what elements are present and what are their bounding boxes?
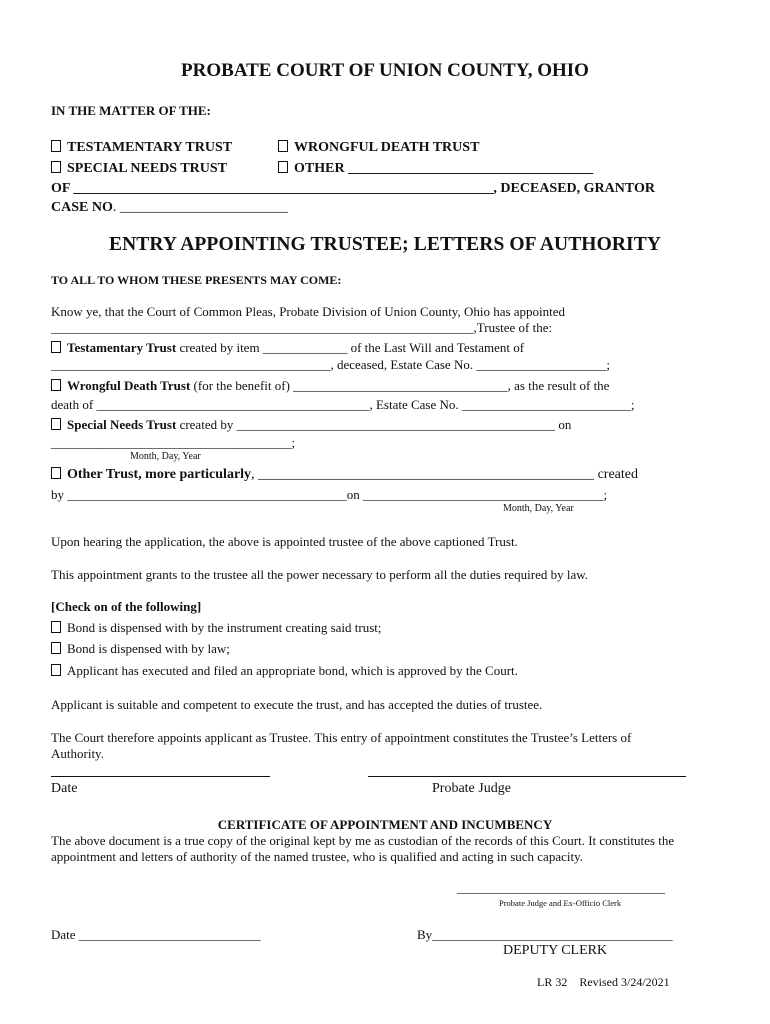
of-label: OF ____________________________________________________________	[51, 181, 494, 196]
certificate-heading: CERTIFICATE OF APPOINTMENT AND INCUMBENCY	[217, 817, 553, 832]
court-title: PROBATE COURT OF UNION COUNTY, OHIO	[181, 60, 589, 81]
other-line-2[interactable]: by ___________________________________________on _____________________________________;	[51, 487, 608, 502]
checkbox-icon[interactable]	[51, 341, 61, 353]
bond-label: Bond is dispensed with by law;	[67, 641, 230, 656]
bond-label: Bond is dispensed with by the instrument creating said trust;	[67, 620, 382, 635]
bond-option-1[interactable]	[51, 620, 382, 636]
checkbox-icon[interactable]	[51, 642, 61, 654]
special-label: Special Needs Trust	[67, 417, 177, 432]
option-label: WRONGFUL DEATH TRUST	[294, 140, 480, 155]
option-wrongful-death-trust[interactable]	[278, 140, 479, 156]
checkbox-icon[interactable]	[51, 140, 61, 152]
bond-option-3[interactable]	[51, 663, 518, 679]
wrongful-text: (for the benefit of) _________________________________, as the result of the	[190, 378, 610, 393]
deputy-clerk-label: DEPUTY CLERK	[503, 943, 608, 958]
clerk-signature-caption: Probate Judge and Ex-Officio Clerk	[499, 898, 622, 908]
checkbox-icon[interactable]	[51, 621, 61, 633]
testamentary-label: Testamentary Trust	[67, 340, 177, 355]
case-number-line[interactable]	[51, 200, 288, 216]
certificate-text-2: appointment and letters of authority of the named trustee, who is qualified and acting in such capacity.	[51, 849, 583, 864]
option-label: TESTAMENTARY TRUST	[67, 140, 233, 155]
grantor-line[interactable]	[51, 181, 655, 197]
probate-judge-label: Probate Judge	[432, 781, 511, 796]
grants-text: This appointment grants to the trustee all the power necessary to perform all the duties required by law.	[51, 567, 589, 582]
checkbox-icon[interactable]	[51, 418, 61, 430]
wrongful-death-option[interactable]	[51, 378, 609, 394]
case-no-label: CASE NO	[51, 200, 113, 215]
other-label: Other Trust, more particularly	[67, 467, 252, 482]
checkbox-icon[interactable]	[51, 379, 61, 391]
therefore-text-1: The Court therefore appoints applicant as Trustee. This entry of appointment constitutes the Trustee’s Letters of	[51, 730, 632, 745]
hearing-text: Upon hearing the application, the above is appointed trustee of the above captioned Trust.	[51, 534, 518, 549]
entry-title: ENTRY APPOINTING TRUSTEE; LETTERS OF AUTHORITY	[108, 234, 662, 255]
wrongful-label: Wrongful Death Trust	[67, 378, 191, 393]
in-the-matter-label: IN THE MATTER OF THE:	[51, 103, 211, 118]
date-signature-line[interactable]	[51, 776, 270, 777]
checkbox-icon[interactable]	[278, 140, 288, 152]
therefore-text-2: Authority.	[51, 746, 104, 761]
wrongful-line-2[interactable]: death of __________________________________________, Estate Case No. __________________________;	[51, 397, 635, 412]
know-ye-text: Know ye, that the Court of Common Pleas, Probate Division of Union County, Ohio has appointed	[51, 304, 566, 319]
checkbox-icon[interactable]	[51, 664, 61, 676]
bond-option-2[interactable]	[51, 641, 230, 657]
case-no-blank: . ________________________	[112, 200, 288, 215]
month-day-year-caption: Month, Day, Year	[130, 451, 201, 462]
option-label: SPECIAL NEEDS TRUST	[67, 161, 228, 176]
clerk-signature-line[interactable]: ________________________________	[457, 880, 665, 895]
option-testamentary-trust[interactable]	[51, 140, 232, 156]
checkbox-icon[interactable]	[51, 467, 61, 479]
checkbox-icon[interactable]	[278, 161, 288, 173]
check-heading: [Check on of the following]	[51, 599, 202, 614]
deputy-by-line[interactable]: By_____________________________________	[417, 927, 673, 942]
bond-label: Applicant has executed and filed an appropriate bond, which is approved by the Court.	[67, 663, 518, 678]
to-all-heading: TO ALL TO WHOM THESE PRESENTS MAY COME:	[51, 273, 342, 287]
special-line-2[interactable]: _____________________________________;	[51, 435, 296, 450]
option-other[interactable]	[278, 161, 593, 177]
certificate-date-line[interactable]: Date ____________________________	[51, 927, 261, 942]
special-text: created by _________________________________________________ on	[176, 417, 572, 432]
other-trust-option[interactable]	[51, 467, 638, 483]
month-day-year-caption: Month, Day, Year	[503, 503, 574, 514]
checkbox-icon[interactable]	[51, 161, 61, 173]
judge-signature-line[interactable]	[368, 776, 686, 777]
certificate-text-1: The above document is a true copy of the original kept by me as custodian of the records of this Court. It constitutes the	[51, 833, 675, 848]
deceased-grantor-label: , DECEASED, GRANTOR	[493, 181, 655, 196]
other-text: , ________________________________________________ created	[251, 467, 638, 482]
trustee-name-line[interactable]: _________________________________________________________________,Trustee of the:	[51, 320, 553, 335]
testamentary-line-2[interactable]: ___________________________________________, deceased, Estate Case No. ____________________;	[51, 357, 610, 372]
testamentary-text: created by item _____________ of the Last Will and Testament of	[176, 340, 525, 355]
date-label: Date	[51, 781, 78, 796]
form-footer: LR 32 Revised 3/24/2021	[537, 975, 670, 989]
suitable-text: Applicant is suitable and competent to execute the trust, and has accepted the duties of trustee.	[51, 697, 543, 712]
special-needs-option[interactable]	[51, 417, 571, 433]
testamentary-trust-option[interactable]	[51, 340, 524, 356]
option-label: OTHER ___________________________________	[294, 161, 594, 176]
option-special-needs-trust[interactable]	[51, 161, 227, 177]
